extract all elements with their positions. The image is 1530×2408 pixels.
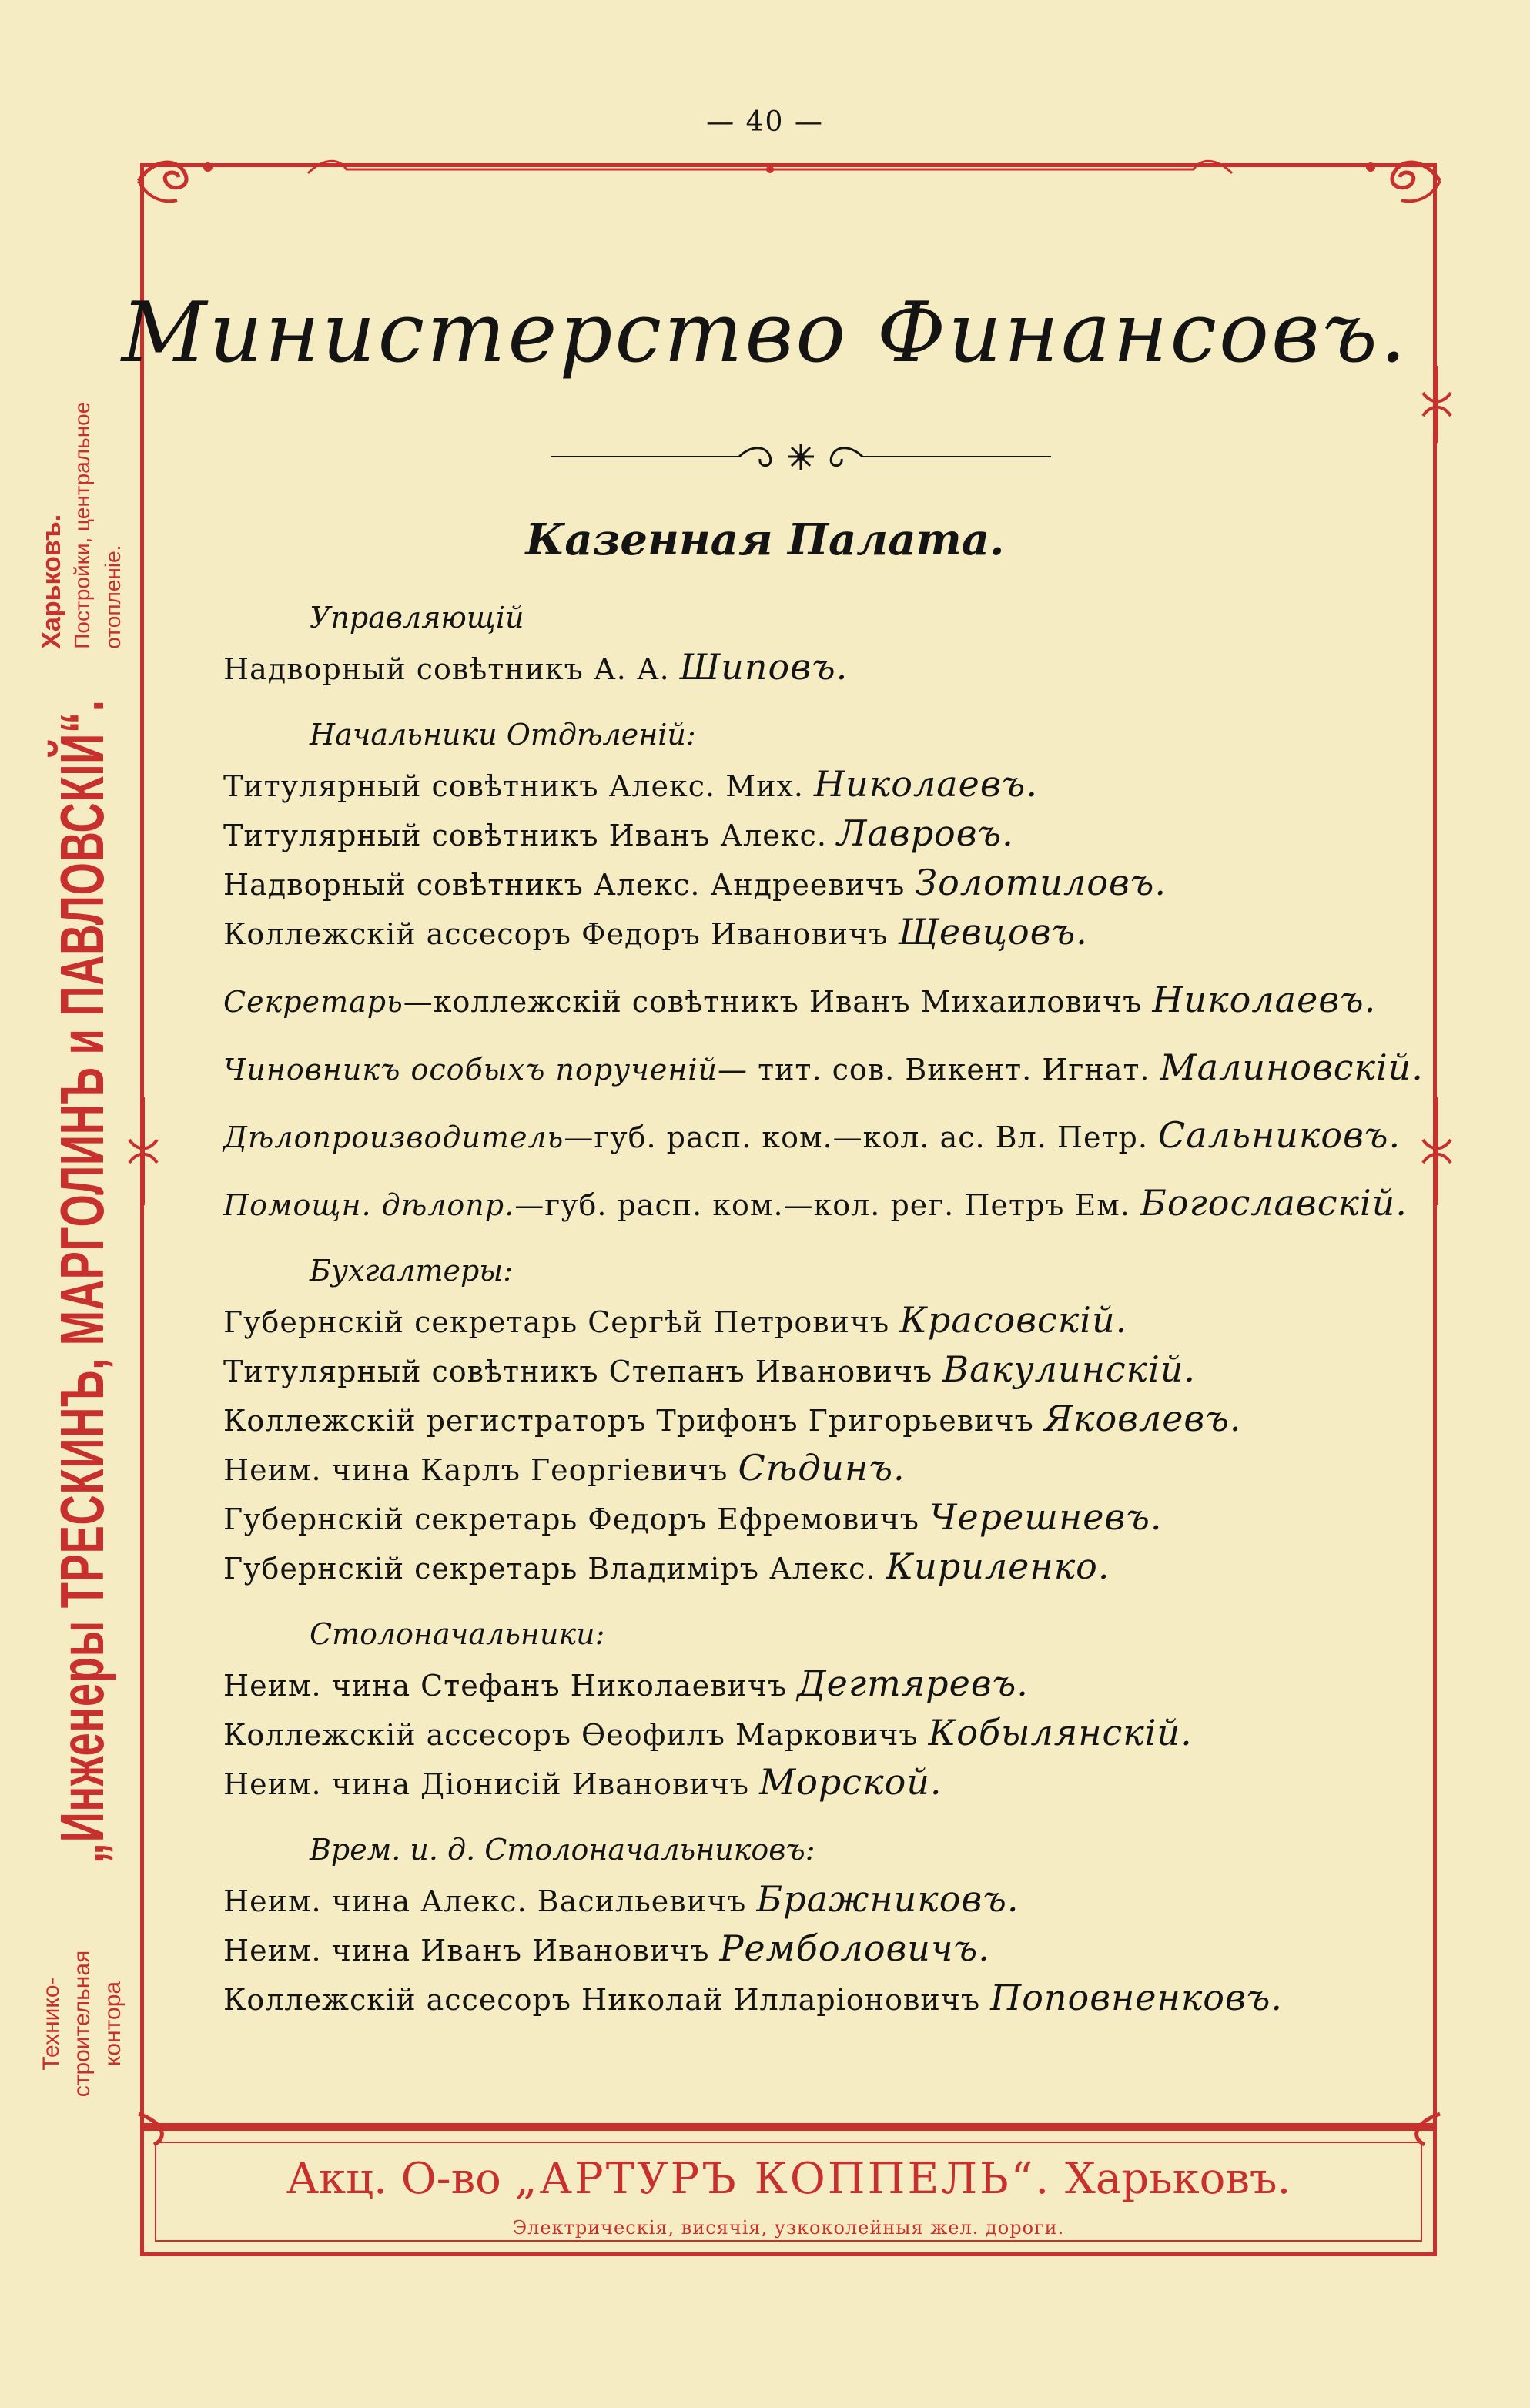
list-item: Коллежскій ассесоръ Ѳеофилъ Марковичъ Кобылянскій.	[223, 1712, 1193, 1753]
side-advertisement	[9, 323, 156, 2133]
side-ad-main: „Инженеры ТРЕСКИНЪ, МАРГОЛИНЪ и ПАВЛОВСКІЙ“.	[48, 699, 116, 1864]
side-ad-line-1: Технико-строительная	[39, 1950, 95, 2098]
side-ornament-right-2	[1415, 1093, 1458, 1209]
assistant-clerk-row: Помощн. дѣлопр.—губ. расп. ком.—кол. рег. Петръ Ем. Богославскій.	[223, 1182, 1408, 1224]
list-item: Коллежскій ассесоръ Федоръ Ивановичъ Щевцовъ.	[223, 911, 1088, 953]
list-item: Неим. чина Алекс. Васильевичъ Бражниковъ.	[223, 1878, 1019, 1920]
page-number: — 40 —	[706, 106, 824, 138]
bottom-ad-company: „АРТУРЪ КОППЕЛЬ“.	[514, 2154, 1052, 2204]
list-item: Неим. чина Иванъ Ивановичъ Ремболовичъ.	[223, 1927, 990, 1969]
clerk-row: Дѣлопроизводитель—губ. расп. ком.—кол. ас. Вл. Петр. Сальниковъ.	[223, 1114, 1401, 1156]
corner-ornament-top-left	[131, 150, 223, 212]
bottom-ad-city: Харьковъ.	[1051, 2154, 1291, 2204]
list-item: Неим. чина Стефанъ Николаевичъ Дегтяревъ.	[223, 1663, 1029, 1704]
bottom-ad-sub: Электрическія, висячія, узкоколейныя жел. дороги.	[512, 2217, 1065, 2239]
list-item: Титулярный совѣтникъ Иванъ Алекс. Лавровъ.	[223, 812, 1014, 854]
staff-list	[223, 593, 1424, 2022]
bottom-advertisement	[140, 2127, 1437, 2256]
list-item: Титулярный совѣтникъ Алекс. Мих. Николаевъ.	[223, 763, 1038, 805]
list-item: Губернскій секретарь Федоръ Ефремовичъ Черешневъ.	[223, 1496, 1163, 1538]
group-heading-manager: Управляющій	[310, 601, 524, 635]
list-item: Надворный совѣтникъ А. А. Шиповъ.	[223, 646, 849, 688]
section-title: Казенная Палата.	[525, 514, 1005, 565]
group-heading-accountants: Бухгалтеры:	[310, 1254, 514, 1288]
side-ad-line-2: контора	[100, 1981, 126, 2067]
list-item: Неим. чина Діонисій Ивановичъ Морской.	[223, 1761, 942, 1803]
special-official-row: Чиновникъ особыхъ порученій— тит. сов. Викент. Игнат. Малиновскій.	[223, 1047, 1424, 1088]
group-heading-acting-desk-heads: Врем. и. д. Столоначальниковъ:	[310, 1833, 815, 1867]
list-item: Титулярный совѣтникъ Степанъ Ивановичъ Вакулинскій.	[223, 1348, 1197, 1390]
title-divider	[551, 437, 1051, 476]
side-ad-city: Харьковъ.	[37, 514, 66, 649]
list-item: Губернскій секретарь Сергѣй Петровичъ Красовскій.	[223, 1299, 1128, 1341]
group-heading-desk-heads: Столоначальники:	[310, 1617, 605, 1651]
top-flourish	[308, 158, 1232, 189]
list-item: Надворный совѣтникъ Алекс. Андреевичъ Золотиловъ.	[223, 862, 1167, 903]
corner-ornament-top-right	[1355, 150, 1448, 212]
bottom-ad-prefix: Акц. О-во	[286, 2154, 515, 2204]
side-ad-desc: Постройки, центральное отопленіе.	[70, 401, 125, 649]
bottom-ad-main	[144, 2154, 1433, 2204]
list-item: Губернскій секретарь Владиміръ Алекс. Кириленко.	[223, 1546, 1110, 1587]
list-item: Неим. чина Карлъ Георгіевичъ Сѣдинъ.	[223, 1447, 906, 1489]
page-title: Министерство Финансовъ.	[121, 285, 1409, 381]
list-item: Коллежскій регистраторъ Трифонъ Григорьевичъ Яковлевъ.	[223, 1398, 1242, 1439]
group-heading-department-heads: Начальники Отдѣленій:	[310, 718, 696, 752]
list-item: Коллежскій ассесоръ Николай Илларіоновичъ Поповненковъ.	[223, 1977, 1284, 2018]
secretary-row: Секретарь—коллежскій совѣтникъ Иванъ Михаиловичъ Николаевъ.	[223, 979, 1377, 1020]
